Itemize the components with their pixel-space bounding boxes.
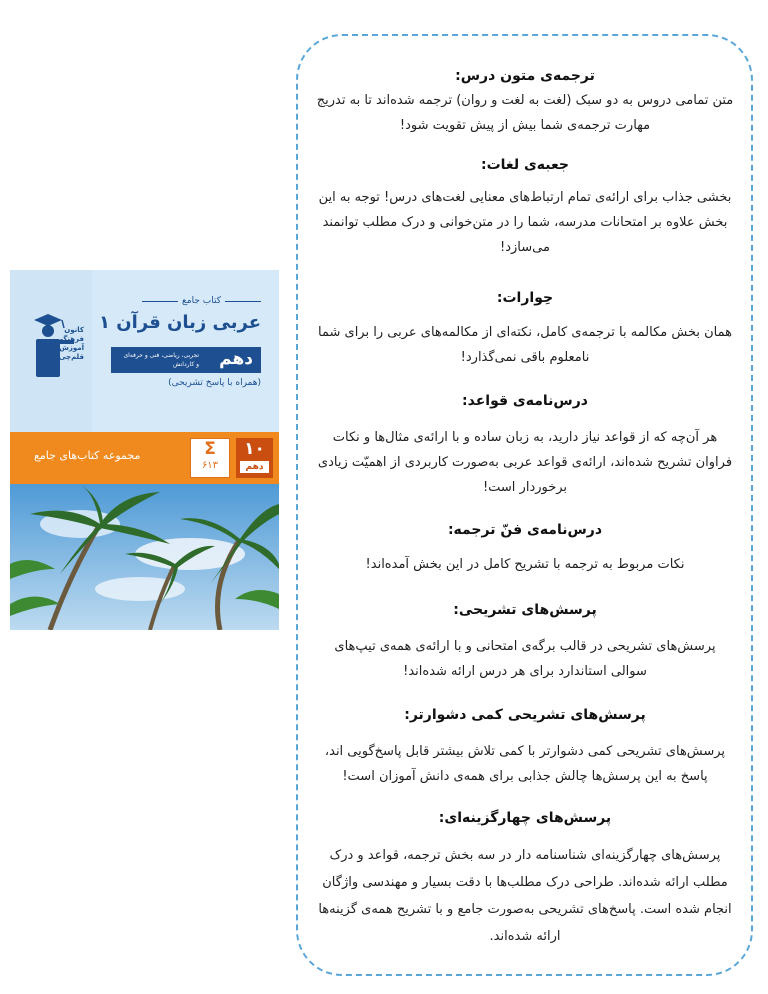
- section-text: پرسش‌های تشریحی کمی دشوارتر با کمی تلاش بیشتر قابل پاسخ‌گویی اند، پاسخ به این پرسش‌ها چالش جذابی برای همه‌ی دانش آموزان است!: [324, 744, 726, 784]
- section-text: نکات مربوط به ترجمه با تشریح کامل در این بخش آمده‌اند!: [365, 557, 685, 572]
- section-translation-technique: [315, 520, 735, 577]
- section-harder-questions: [315, 705, 735, 789]
- section-text: هر آن‌چه که از قواعد نیاز دارید، به زبان ساده و با ارائه‌ی مثال‌ها و نکات فراوان تشریح شده‌اند، ارائه‌ی قواعد عربی به‌صورت کاربردی از اهمیّت زیادی برخوردار است!: [317, 430, 733, 495]
- section-multiple-choice: [315, 808, 735, 950]
- grade-number-badge: ۱۰ دهم: [236, 438, 273, 478]
- publisher-name: کانون فرهنگی آموزش قلم‌چی: [56, 326, 84, 361]
- palm-trees-image: [10, 484, 279, 630]
- section-title: جعبه‌ی لغات:: [481, 157, 569, 173]
- section-grammar-lesson: [315, 391, 735, 500]
- grade-badge: [111, 347, 261, 373]
- section-descriptive-questions: [315, 600, 735, 684]
- section-title: حِوارات:: [496, 290, 554, 306]
- sigma-icon: Σ: [204, 439, 216, 459]
- series-label: کتاب جامع: [142, 296, 261, 306]
- book-title: عربی زبان قرآن ۱: [98, 312, 261, 333]
- section-title: پرسش‌های تشریحی:: [453, 602, 597, 618]
- section-title: درس‌نامه‌ی قواعد:: [462, 393, 588, 409]
- section-vocabulary-box: [315, 155, 735, 260]
- book-code-badge: Σ ۶۱۳: [190, 438, 230, 478]
- section-text: پرسش‌های چهارگزینه‌ای شناسنامه دار در سه بخش ترجمه، قواعد و درک مطلب ارائه شده‌اند. طراحی درک مطلب‌ها با دقت بسیار و مهندسی واژگان انجام شده است. پاسخ‌های تشریحی به‌صورت جامع و با تشریح همه‌ی گزینه‌ها ارائه شده‌اند.: [318, 848, 732, 944]
- publisher-logo: [10, 270, 92, 432]
- section-text: بخشی جذاب برای ارائه‌ی تمام ارتباط‌های معنایی لغت‌های درس! توجه به این بخش علاوه بر امتحانات مدرسه، شما را در متن‌خوانی و درک مطلب توانمند می‌سازد!: [318, 190, 732, 255]
- section-title: پرسش‌های تشریحی کمی دشوارتر:: [404, 707, 646, 723]
- fields-label: تجربی، ریاضی، فنی و حرفه‌ای و کاردانش: [123, 352, 199, 368]
- book-cover: [10, 270, 279, 630]
- section-text: پرسش‌های تشریحی در قالب برگه‌ی امتحانی و با ارائه‌ی همه‌ی تیپ‌های سوالی استاندارد برای هر درس ارائه شده‌اند!: [334, 639, 716, 679]
- collection-label: مجموعه کتاب‌های جامع: [34, 449, 141, 462]
- section-title: درس‌نامه‌ی فنّ ترجمه:: [447, 522, 603, 538]
- answers-note: (همراه با پاسخ تشریحی): [168, 378, 261, 388]
- section-text: متن تمامی دروس به دو سبک (لغت به لغت و روان) ترجمه شده‌اند تا به تدریج مهارت ترجمه‌ی شما بیش از پیش تقویت شود!: [316, 93, 734, 133]
- grade-label: دهم: [219, 349, 253, 369]
- section-text: همان بخش مکالمه با ترجمه‌ی کامل، نکته‌ای از مکالمه‌های عربی را برای شما نامعلوم باقی نمی‌گذارد!: [318, 325, 732, 365]
- section-dialogues: [315, 288, 735, 370]
- section-title: پرسش‌های چهارگزینه‌ای:: [438, 810, 612, 826]
- section-title: ترجمه‌ی متون درس:: [455, 68, 595, 84]
- section-text-translation: [315, 66, 735, 138]
- cover-header: [10, 270, 279, 432]
- collection-band: [10, 432, 279, 484]
